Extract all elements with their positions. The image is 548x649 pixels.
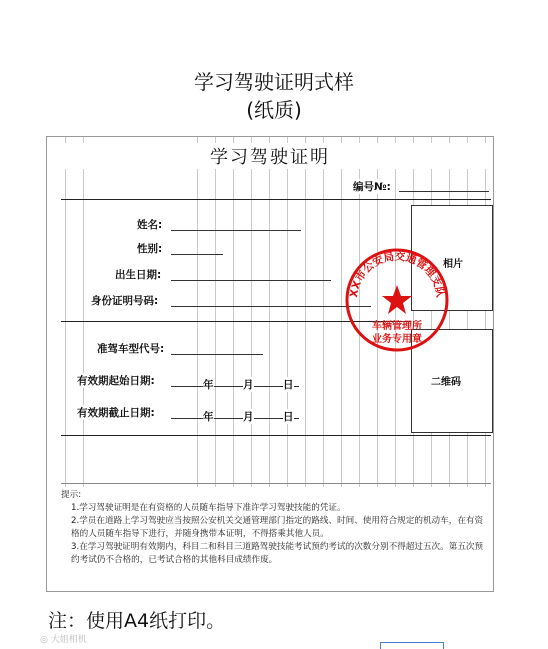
tip-item-2: 2.学员在道路上学习驾驶应当按照公安机关交通管理部门指定的路线、时间、使用符合规定的机动车，在有资格的人员随车指导下进行，并随身携带本证明，不得搭乘其他人员。 xyxy=(71,516,484,539)
watermark-text: 大姐相机 xyxy=(50,635,87,645)
valid-end-year: 年 xyxy=(203,411,214,423)
serial-number-label: 编号№: xyxy=(353,181,391,193)
watermark xyxy=(40,632,87,645)
seal-line1: 车辆管理所 xyxy=(372,321,422,332)
official-seal xyxy=(342,245,452,355)
valid-start-month: 月 xyxy=(243,379,254,391)
seal-line2: 业务专用章 xyxy=(372,334,422,345)
gender-line xyxy=(171,254,223,255)
divider xyxy=(61,199,491,200)
vehicle-type-line xyxy=(171,354,263,355)
valid-start-year: 年 xyxy=(203,379,214,391)
photo-label: 相片 xyxy=(443,259,463,270)
gender-label: 性别: xyxy=(137,243,163,255)
id-number-label: 身份证明号码: xyxy=(91,295,159,307)
learner-permit-form xyxy=(46,136,494,592)
divider xyxy=(61,483,491,484)
divider xyxy=(61,435,491,436)
valid-end-label: 有效期截止日期: xyxy=(77,407,155,419)
name-label: 姓名: xyxy=(137,219,163,231)
birth-date-label: 出生日期: xyxy=(115,269,162,281)
page-heading: 学习驾驶证明式样 xyxy=(194,70,354,94)
print-note: 注：使用A4纸打印。 xyxy=(48,610,226,632)
seal-ring-text: XX市公安局交通管理支队 xyxy=(347,250,447,299)
star-icon xyxy=(382,285,412,314)
valid-end-line xyxy=(171,418,299,419)
vehicle-type-label: 准驾车型代号: xyxy=(97,343,165,355)
form-title: 学习驾驶证明 xyxy=(47,143,493,169)
id-number-line xyxy=(171,306,371,307)
camera-icon: ◎ xyxy=(40,635,48,645)
valid-start-label: 有效期起始日期: xyxy=(77,375,155,387)
page-subheading: (纸质) xyxy=(246,98,302,122)
qrcode-label: 二维码 xyxy=(431,377,461,388)
valid-end-day: 日 xyxy=(283,411,294,423)
name-line xyxy=(171,230,301,231)
valid-end-month: 月 xyxy=(243,411,254,423)
birth-date-line xyxy=(171,280,331,281)
tips-header: 提示: xyxy=(61,490,82,500)
valid-start-day: 日 xyxy=(283,379,294,391)
tip-item-3: 3.在学习驾驶证明有效期内，科目二和科目三道路驾驶技能考试预约考试的次数分别不得超过五次。第五次预约考试仍不合格的，已考试合格的其他科目成绩作废。 xyxy=(71,542,484,565)
tip-item-1: 1.学习驾驶证明是在有资格的人员随车指导下准许学习驾驶技能的凭证。 xyxy=(71,503,346,513)
tips-section xyxy=(61,489,486,567)
valid-start-line xyxy=(171,386,299,387)
serial-number-line xyxy=(399,191,489,192)
